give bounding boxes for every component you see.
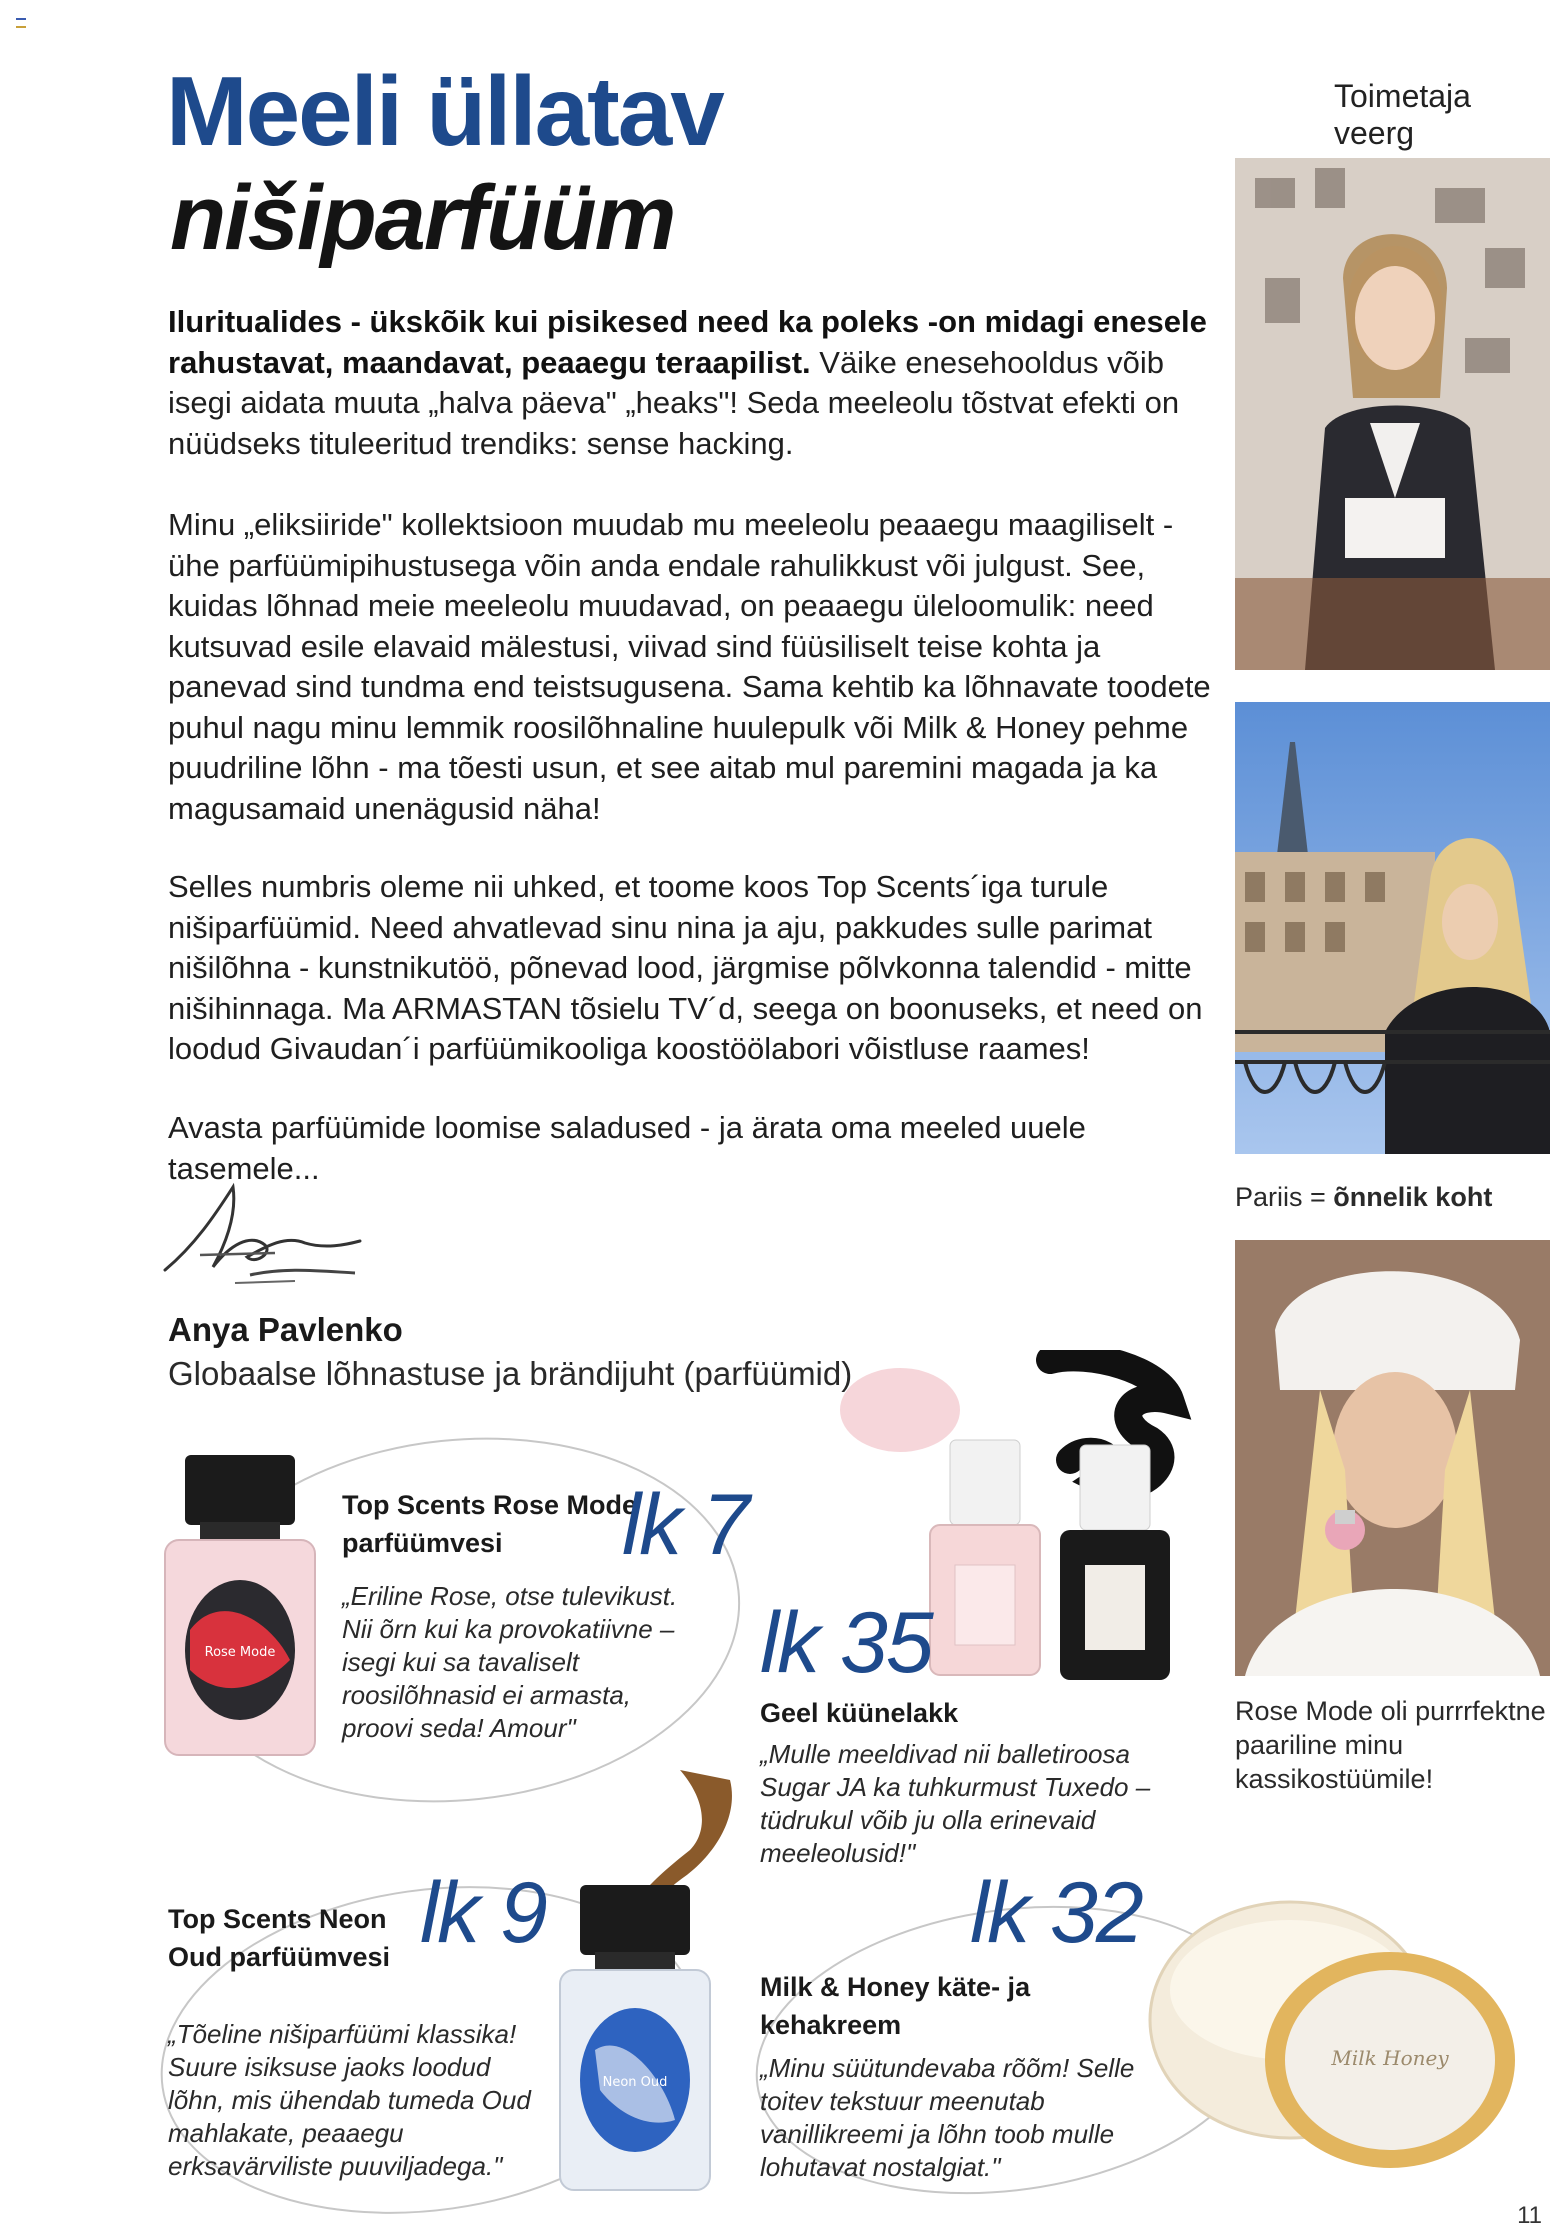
section-label: Toimetaja veerg [1334,78,1471,151]
author-role: Globaalse lõhnastuse ja brändijuht (parfüümid) [168,1355,853,1392]
caption-paris [1235,1180,1492,1214]
intro-bold: Iluritualides - ükskõik kui pisikesed need ka poleks -on midagi enesele rahustavat, maandavat, peaaegu teraapilist. [168,304,1207,380]
milk-honey-cream-image [1140,1880,1520,2180]
quote-neon-oud: „Tõeline nišiparfüümi klassika! Suure isiksuse jaoks loodud lõhn, mis ühendab tumeda Oud mahlakate, peaaegu erksavärviliste puuviljadega." [168,2019,531,2181]
page-title-line2: nišiparfüüm [170,167,675,269]
menu-mark [16,18,26,28]
oud-bottle-label: Neon Oud [602,2075,668,2090]
cream-lid-label: Milk Honey [1331,2046,1449,2070]
rose-bottle-label: Rose Mode [204,1645,276,1660]
page-ref-nail-polish: lk 35 [760,1595,932,1691]
paragraph-3-text: Selles numbris oleme nii uhked, et toome koos Top Scents´iga turule nišiparfüümid. Need ahvatlevad sinu nina ja aju, pakkudes sulle parimat nišilõhna - kunstnikutöö, põnevad lood, järgmise põlvkonna talendid - mitte nišihinnaga. Ma ARMASTAN tõsielu TV´d, seega on boonuseks, et need on loodud Givaudan´i parfüümikooliga koostöölabori võistluse raames! [168,869,1203,1066]
signature-image [155,1175,375,1295]
photo-paris-balcony-art [1235,702,1550,1154]
quote-milk-honey: „Minu süütundevaba rõõm! Selle toitev tekstuur meenutab vanillikreemi ja lõhn toob mulle lohutavat nostalgiat." [760,2053,1135,2182]
page-ref-neon-oud: lk 9 [420,1865,546,1961]
product-name-nail-polish: Geel küünelakk [760,1698,959,1728]
rose-mode-bottle-image [160,1450,320,1760]
page-title-line1: Meeli üllatav [166,56,723,166]
product-name-neon-oud: Top Scents Neon Oud parfüümvesi [168,1904,391,1972]
photo-editor-portrait [1235,158,1550,670]
author-name: Anya Pavlenko [168,1311,403,1348]
neon-oud-bottle-image [555,1880,715,2195]
paragraph-4-text: Avasta parfüümide loomise saladused - ja ärata oma meeled uuele tasemele... [168,1110,1086,1186]
page-number: 11 [1517,2202,1542,2229]
page-ref-milk-honey: lk 32 [970,1865,1142,1961]
article-paragraph-2 [168,505,1223,829]
intro-rest: Väike enesehooldus võib isegi aidata muuta „halva päeva" „heaks"! Seda meeleolu tõstvat efekti on nüüdseks tituleeritud trendiks: sense hacking. [168,344,1180,461]
caption-paris-prefix: Pariis = [1235,1182,1334,1212]
product-name-milk-honey: Milk & Honey käte- ja kehakreem [760,1972,1031,2040]
caption-rose-mode: Rose Mode oli purrrfektne paariline minu kassikostüümile! [1235,1696,1546,1794]
caption-paris-bold: õnnelik koht [1333,1182,1493,1212]
photo-cat-costume-art [1235,1240,1550,1676]
quote-nail-polish: „Mulle meeldivad nii balletiroosa Sugar JA ka tuhkurmust Tuxedo – tüdrukul võib ju olla erinevaid meeleolusid!" [760,1739,1151,1868]
product-name-rose-mode: Top Scents Rose Mode parfüümvesi [342,1490,638,1558]
paragraph-2-text: Minu „eliksiiride" kollektsioon muudab mu meeleolu peaaegu maagiliselt - ühe parfüümipihustusega võin anda endale rahulikkust või julgust. See, kuidas lõhnad meie meeleolu muudavad, on peaaegu üleloomulik: need kutsuvad esile elavaid mälestusi, viivad sind füüsiliselt teise kohta ja panevad sind tundma end teistsugusena. Sama kehtib ka lõhnavate toodete puhul nagu minu lemmik roosilõhnaline huulepulk või Milk & Honey pehme puudriline lõhn - ma tõesti usun, et see aitab mul paremini magada ja ka magusamaid unenägusid näha! [168,507,1211,826]
page-ref-rose-mode: lk 7 [622,1477,748,1573]
quote-rose-mode: „Eriline Rose, otse tulevikust. Nii õrn kui ka provokatiivne – isegi kui sa tavaliselt roosilõhnasid ei armasta, proovi seda! Amour" [342,1581,678,1743]
photo-paris-balcony [1235,702,1550,1154]
article-intro [168,302,1223,464]
photo-cat-costume [1235,1240,1550,1676]
article-paragraph-3 [168,867,1223,1070]
photo-editor-portrait-art [1235,158,1550,670]
